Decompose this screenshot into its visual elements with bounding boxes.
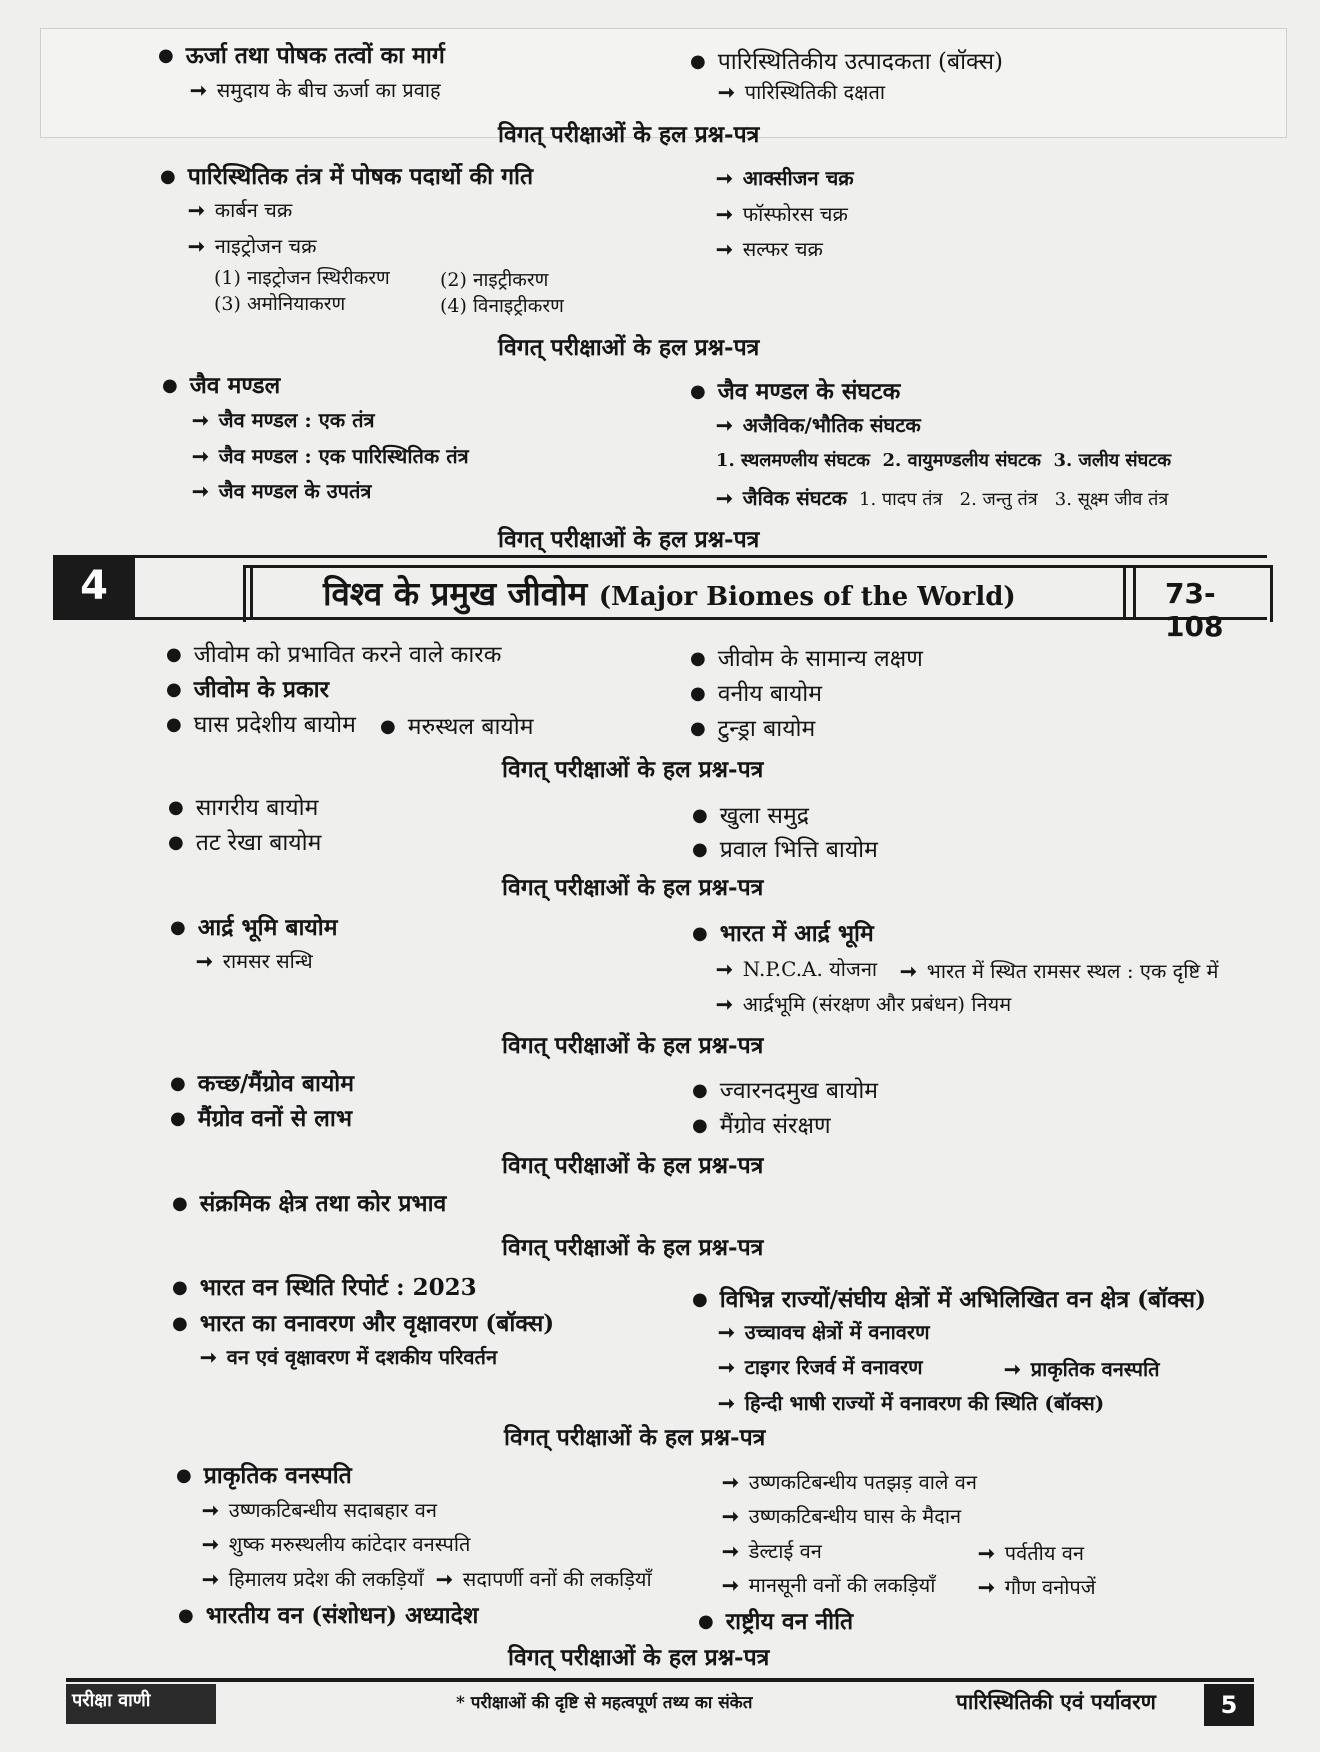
arrow-icon: ➞: [188, 234, 205, 258]
arrow-icon: ➞: [978, 1575, 995, 1599]
sub-item: [716, 164, 854, 191]
arrow-icon: ➞: [1004, 1357, 1021, 1381]
nitrogen-step: (4) विनाइट्रीकरण: [440, 295, 564, 317]
sub-item: [192, 406, 375, 433]
list-item: ● प्राकृतिक वनस्पति: [176, 1458, 352, 1490]
sub-item-label: कार्बन चक्र: [214, 198, 293, 222]
sub-item-label: सदापर्णी वनों की लकड़ियाँ: [462, 1567, 652, 1591]
sub-item: [190, 76, 441, 103]
chapter-title-english: (Major Biomes of the World): [598, 582, 1016, 612]
nitrogen-step: (2) नाइट्रीकरण: [440, 269, 549, 291]
arrow-icon: ➞: [716, 957, 733, 981]
list-item: ● भारत में आर्द्र भूमि: [692, 916, 874, 948]
arrow-icon: ➞: [722, 1539, 739, 1563]
sub-item-label: शुष्क मरुस्थलीय कांटेदार वनस्पति: [228, 1532, 471, 1556]
list-item: ● विभिन्न राज्यों/संघीय क्षेत्रों में अभिलिखित वन क्षेत्र (बॉक्स): [692, 1282, 1206, 1314]
list-item: ● मरुस्थल बायोम: [380, 709, 533, 741]
chapter-page-range: 73-108: [1165, 577, 1224, 643]
section-heading: विगत् परीक्षाओं के हल प्रश्न-पत्र: [502, 1234, 764, 1261]
arrow-icon: ➞: [716, 486, 733, 510]
chapter-number: 4: [53, 555, 135, 617]
section-heading: विगत् परीक्षाओं के हल प्रश्न-पत्र: [498, 334, 760, 361]
sub-item-label: टाइगर रिजर्व में वनावरण: [744, 1355, 923, 1379]
sub-item-label: उष्णकटिबन्धीय पतझड़ वाले वन: [748, 1470, 978, 1494]
arrow-icon: ➞: [722, 1470, 739, 1494]
list-item: ● ज्वारनदमुख बायोम: [692, 1073, 878, 1105]
sub-item: [716, 235, 823, 262]
divider: [135, 555, 1267, 558]
divider: [1133, 565, 1136, 619]
list-item: ● मैंग्रोव वनों से लाभ: [170, 1101, 352, 1133]
sub-item-label: फॉस्फोरस चक्र: [742, 202, 848, 226]
section-heading: विगत् परीक्षाओं के हल प्रश्न-पत्र: [504, 1424, 766, 1451]
section-heading: विगत् परीक्षाओं के हल प्रश्न-पत्र: [498, 526, 760, 553]
list-item: ● जीवोम के सामान्य लक्षण: [690, 641, 923, 673]
sub-item-label: वन एवं वृक्षावरण में दशकीय परिवर्तन: [226, 1345, 498, 1369]
sub-item-label: भारत में स्थित रामसर स्थल : एक दृष्टि में: [926, 959, 1219, 983]
sub-item: [722, 1571, 935, 1598]
list-item: ● पारिस्थितिकीय उत्पादकता (बॉक्स): [690, 44, 1003, 76]
arrow-icon: ➞: [718, 1320, 735, 1344]
list-item: ● कच्छ/मैंग्रोव बायोम: [170, 1066, 354, 1098]
sub-item: [192, 442, 469, 469]
sub-item: [196, 947, 313, 974]
arrow-icon: ➞: [716, 202, 733, 226]
sub-item-label: उष्णकटिबन्धीय सदाबहार वन: [228, 1498, 437, 1522]
arrow-icon: ➞: [716, 166, 733, 190]
sub-item-label: आर्द्रभूमि (संरक्षण और प्रबंधन) नियम: [742, 992, 1012, 1016]
sub-item: [978, 1573, 1096, 1600]
sub-item: [978, 1539, 1084, 1566]
arrow-icon: ➞: [718, 80, 735, 104]
arrow-icon: ➞: [192, 479, 209, 503]
list-item: ● जैव मण्डल: [162, 368, 280, 400]
page-footer: [66, 1678, 1254, 1730]
arrow-icon: ➞: [716, 413, 733, 437]
page-number: 5: [1204, 1684, 1254, 1726]
chapter-title-hindi: विश्व के प्रमुख जीवोम: [323, 574, 588, 613]
sub-item: [202, 1565, 652, 1592]
arrow-icon: ➞: [718, 1355, 735, 1379]
arrow-icon: ➞: [722, 1504, 739, 1528]
list-item: ● आर्द्र भूमि बायोम: [170, 910, 337, 942]
sub-item: [188, 232, 316, 259]
arrow-icon: ➞: [188, 198, 205, 222]
sub-item-label: अजैविक/भौतिक संघटक: [742, 413, 921, 437]
sub-item: [722, 1468, 977, 1495]
divider: [250, 565, 253, 619]
footer-subject: पारिस्थितिकी एवं पर्यावरण: [956, 1689, 1156, 1714]
sub-item: [202, 1530, 470, 1557]
list-item: ● मैंग्रोव संरक्षण: [692, 1108, 831, 1140]
arrow-icon: ➞: [716, 237, 733, 261]
sub-item-label: मानसूनी वनों की लकड़ियाँ: [748, 1573, 936, 1597]
arrow-icon: ➞: [716, 992, 733, 1016]
list-item: ● प्रवाल भित्ति बायोम: [692, 832, 878, 864]
divider: [66, 1678, 1254, 1682]
sub-item: [722, 1537, 822, 1564]
sub-item: [718, 1389, 1104, 1416]
sub-item-label: आक्सीजन चक्र: [742, 166, 854, 190]
arrow-icon: ➞: [436, 1567, 453, 1591]
list-item: ● भारतीय वन (संशोधन) अध्यादेश: [178, 1598, 478, 1630]
sub-item-label: उच्चावच क्षेत्रों में वनावरण: [744, 1320, 930, 1344]
sub-item-label: हिन्दी भाषी राज्यों में वनावरण की स्थिति (बॉक्स): [744, 1391, 1105, 1415]
sub-item-label: प्राकृतिक वनस्पति: [1030, 1357, 1160, 1381]
sub-item: [718, 78, 885, 105]
sub-item: [202, 1496, 437, 1523]
arrow-icon: ➞: [202, 1498, 219, 1522]
sub-item: [1004, 1355, 1160, 1382]
arrow-icon: ➞: [190, 78, 207, 102]
list-item: ● ऊर्जा तथा पोषक तत्वों का मार्ग: [158, 38, 445, 70]
arrow-icon: ➞: [202, 1532, 219, 1556]
list-item: ● वनीय बायोम: [690, 676, 822, 708]
list-item: ● जीवोम को प्रभावित करने वाले कारक: [166, 637, 501, 669]
sub-item: [716, 200, 848, 227]
sub-item-label: पर्वतीय वन: [1004, 1541, 1085, 1565]
list-item: ● खुला समुद्र: [692, 798, 809, 830]
list-item: ● जीवोम के प्रकार: [166, 672, 329, 704]
sub-item: [200, 1343, 497, 1370]
sub-item: [722, 1502, 961, 1529]
section-heading: विगत् परीक्षाओं के हल प्रश्न-पत्र: [502, 756, 764, 783]
sub-item: [716, 484, 1168, 511]
sub-item-label: पारिस्थितिकी दक्षता: [744, 80, 886, 104]
sub-item-label: उष्णकटिबन्धीय घास के मैदान: [748, 1504, 962, 1528]
arrow-icon: ➞: [722, 1573, 739, 1597]
nitrogen-step: (3) अमोनियाकरण: [214, 293, 346, 315]
sub-item-label: N.P.C.A. योजना: [742, 957, 878, 981]
section-heading: विगत् परीक्षाओं के हल प्रश्न-पत्र: [508, 1644, 770, 1671]
sub-item-detail: 1. स्थलमण्लीय संघटक 2. वायुमण्डलीय संघटक 3. जलीय संघटक: [716, 450, 1172, 471]
sub-item-label: रामसर सन्धि: [222, 949, 313, 973]
sub-item: [188, 196, 292, 223]
sub-item-label: समुदाय के बीच ऊर्जा का प्रवाह: [216, 78, 441, 102]
list-item: ● घास प्रदेशीय बायोम: [166, 707, 356, 739]
sub-item: [192, 477, 371, 504]
list-item: ● संक्रमिक क्षेत्र तथा कोर प्रभाव: [172, 1186, 446, 1218]
sub-item-detail: 1. पादप तंत्र 2. जन्तु तंत्र 3. सूक्ष्म जीव तंत्र: [859, 489, 1169, 510]
sub-item-label: जैव मण्डल : एक तंत्र: [218, 408, 375, 432]
footer-publication: परीक्षा वाणी: [66, 1684, 216, 1724]
list-item: ● तट रेखा बायोम: [168, 825, 321, 857]
section-heading: विगत् परीक्षाओं के हल प्रश्न-पत्र: [498, 121, 760, 148]
chapter-header: [53, 555, 1267, 643]
sub-item-label: हिमालय प्रदेश की लकड़ियाँ: [228, 1567, 424, 1591]
list-item: ● टुन्ड्रा बायोम: [690, 711, 815, 743]
arrow-icon: ➞: [200, 1345, 217, 1369]
list-item: ● जैव मण्डल के संघटक: [690, 374, 900, 406]
sub-item-label: गौण वनोपजें: [1004, 1575, 1096, 1599]
chapter-title: [323, 570, 1016, 615]
arrow-icon: ➞: [196, 949, 213, 973]
arrow-icon: ➞: [978, 1541, 995, 1565]
list-item: ● भारत का वनावरण और वृक्षावरण (बॉक्स): [172, 1306, 554, 1338]
sub-item: [718, 1353, 923, 1380]
sub-item-label: सल्फर चक्र: [742, 237, 823, 261]
sub-item-label: जैव मण्डल के उपतंत्र: [218, 479, 372, 503]
sub-item-label: जैविक संघटक: [742, 486, 848, 510]
sub-item-label: जैव मण्डल : एक पारिस्थितिक तंत्र: [218, 444, 469, 468]
sub-item-label: नाइट्रोजन चक्र: [214, 234, 317, 258]
sub-item: [716, 411, 921, 438]
sub-item: [716, 955, 877, 982]
list-item: ● भारत वन स्थिति रिपोर्ट : 2023: [172, 1270, 477, 1302]
footer-note: * परीक्षाओं की दृष्टि से महत्वपूर्ण तथ्य का संकेत: [456, 1693, 753, 1713]
arrow-icon: ➞: [202, 1567, 219, 1591]
sub-item: [716, 990, 1011, 1017]
list-item: ● पारिस्थितिक तंत्र में पोषक पदार्थो की गति: [160, 159, 533, 191]
arrow-icon: ➞: [900, 959, 917, 983]
arrow-icon: ➞: [192, 444, 209, 468]
arrow-icon: ➞: [192, 408, 209, 432]
arrow-icon: ➞: [718, 1391, 735, 1415]
list-item: ● सागरीय बायोम: [168, 790, 318, 822]
section-heading: विगत् परीक्षाओं के हल प्रश्न-पत्र: [502, 1032, 764, 1059]
section-heading: विगत् परीक्षाओं के हल प्रश्न-पत्र: [502, 874, 764, 901]
sub-item: [718, 1318, 930, 1345]
section-heading: विगत् परीक्षाओं के हल प्रश्न-पत्र: [502, 1152, 764, 1179]
sub-item-label: डेल्टाई वन: [748, 1539, 822, 1563]
sub-item: [900, 957, 1218, 984]
divider: [1123, 565, 1126, 619]
list-item: ● राष्ट्रीय वन नीति: [698, 1604, 853, 1636]
nitrogen-step: (1) नाइट्रोजन स्थिरीकरण: [214, 267, 390, 289]
